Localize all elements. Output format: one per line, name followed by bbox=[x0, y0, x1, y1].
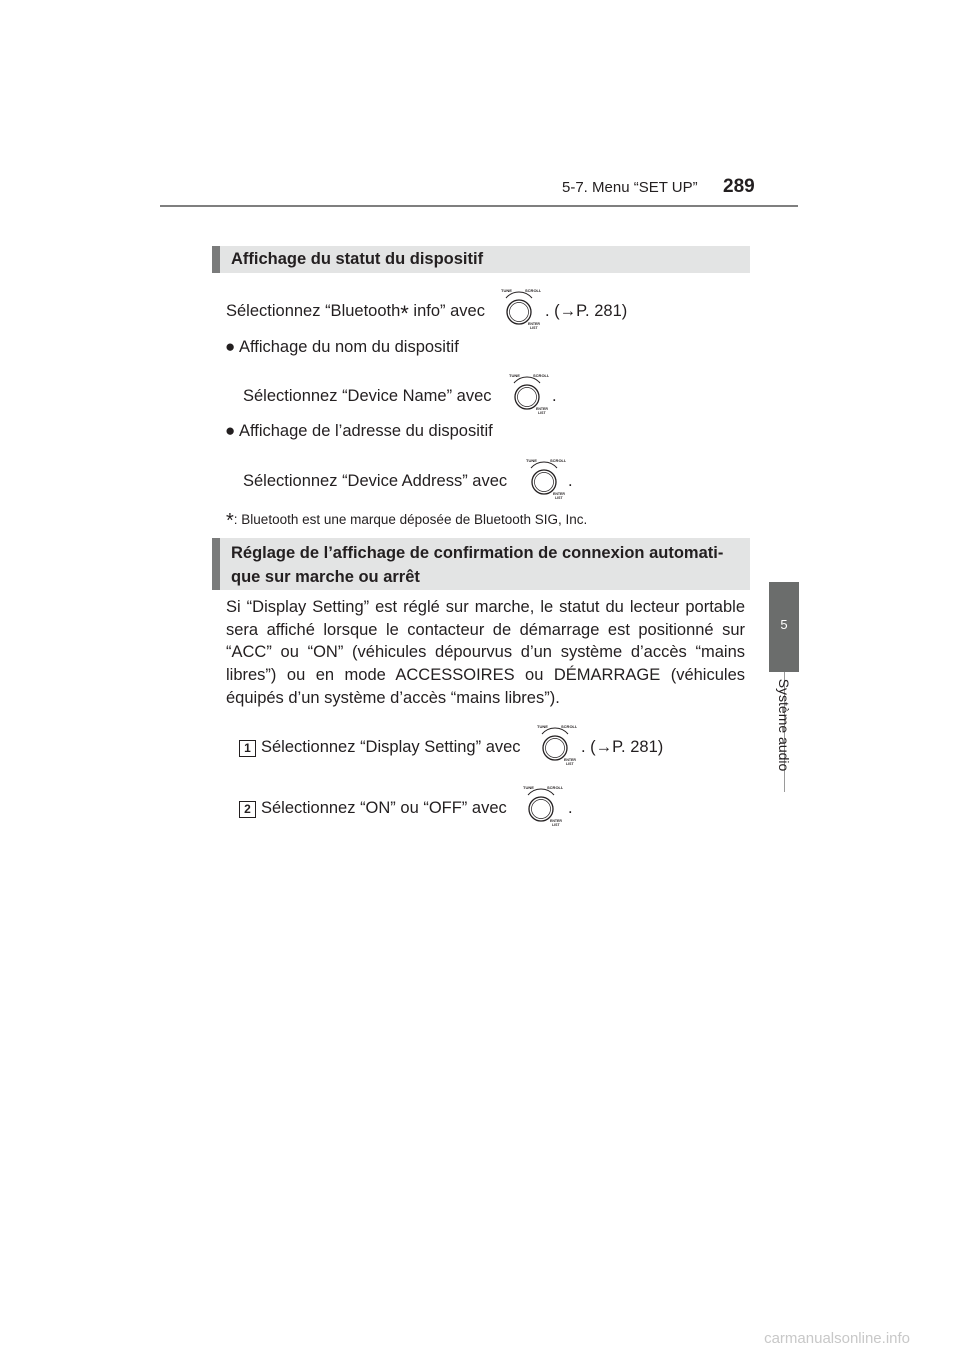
svg-text:LIST: LIST bbox=[538, 411, 546, 415]
step-1-reference: . (→P. 281) bbox=[581, 738, 664, 756]
svg-text:LIST: LIST bbox=[555, 496, 563, 500]
header-section-title: 5-7. Menu “SET UP” bbox=[562, 179, 698, 196]
instruction-device-address-end: . bbox=[568, 472, 573, 490]
instruction-device-address: Sélectionnez “Device Address” avec bbox=[243, 472, 508, 490]
svg-text:SCROLL: SCROLL bbox=[550, 458, 566, 463]
page-number: 289 bbox=[723, 176, 755, 197]
svg-text:ENTER: ENTER bbox=[528, 322, 540, 326]
svg-text:SCROLL: SCROLL bbox=[547, 785, 563, 790]
step-number-badge: 1 bbox=[239, 740, 256, 757]
instruction-device-name: Sélectionnez “Device Name” avec bbox=[243, 387, 492, 405]
svg-text:TUNE: TUNE bbox=[509, 373, 520, 378]
header-divider bbox=[160, 205, 798, 207]
svg-text:TUNE: TUNE bbox=[526, 458, 537, 463]
svg-text:LIST: LIST bbox=[552, 823, 560, 827]
bullet-device-name: ● Affichage du nom du dispositif bbox=[225, 337, 459, 356]
bullet-device-address: ● Affichage de l’adresse du dispositif bbox=[225, 421, 493, 440]
svg-text:ENTER: ENTER bbox=[564, 758, 576, 762]
step-1-text: Sélectionnez “Display Setting” avec bbox=[261, 738, 521, 756]
step-2-text: Sélectionnez “ON” ou “OFF” avec bbox=[261, 799, 507, 817]
tune-scroll-knob-icon bbox=[519, 784, 563, 828]
section-heading-auto-connect-display bbox=[212, 538, 750, 590]
svg-text:LIST: LIST bbox=[566, 762, 574, 766]
svg-text:TUNE: TUNE bbox=[501, 288, 512, 293]
tune-scroll-knob-icon bbox=[533, 723, 577, 767]
section1-intro: Sélectionnez “Bluetooth* info” avec bbox=[226, 301, 485, 326]
svg-text:ENTER: ENTER bbox=[550, 819, 562, 823]
svg-text:SCROLL: SCROLL bbox=[561, 724, 577, 729]
tune-scroll-knob-icon bbox=[522, 457, 566, 501]
svg-text:LIST: LIST bbox=[530, 326, 538, 330]
svg-text:TUNE: TUNE bbox=[537, 724, 548, 729]
tune-scroll-knob-icon bbox=[505, 372, 549, 416]
watermark: carmanualsonline.info bbox=[764, 1330, 910, 1347]
svg-text:SCROLL: SCROLL bbox=[525, 288, 541, 293]
section1-intro-reference: . (→P. 281) bbox=[545, 302, 628, 320]
svg-text:SCROLL: SCROLL bbox=[533, 373, 549, 378]
section-heading-line-2: que sur marche ou arrêt bbox=[231, 568, 420, 586]
svg-text:TUNE: TUNE bbox=[523, 785, 534, 790]
chapter-number: 5 bbox=[780, 617, 788, 632]
section-heading-device-status: Affichage du statut du dispositif bbox=[212, 246, 750, 273]
svg-text:ENTER: ENTER bbox=[536, 407, 548, 411]
section-heading-line-1: Réglage de l’affichage de confirmation de connexion automati- bbox=[231, 544, 724, 562]
svg-text:ENTER: ENTER bbox=[553, 492, 565, 496]
section2-paragraph: Si “Display Setting” est réglé sur marche, le statut du lecteur portable sera affiché lorsque le contacteur de démarrage est positionné sur “ACC” ou “ON” (véhicules dépourvus d’un système d’accès “mains libres”) ou en mode ACCESSOIRES ou DÉMARRAGE (véhicules équipés d’un système d’accès “mains libres”). bbox=[226, 598, 745, 707]
chapter-tab bbox=[769, 582, 799, 672]
chapter-title: Système audio bbox=[776, 678, 792, 772]
instruction-device-name-end: . bbox=[552, 387, 557, 405]
step-2-end: . bbox=[568, 799, 573, 817]
tune-scroll-knob-icon bbox=[497, 287, 541, 331]
footnote: *: Bluetooth est une marque déposée de Bluetooth SIG, Inc. bbox=[226, 510, 588, 532]
step-number-badge: 2 bbox=[239, 801, 256, 818]
